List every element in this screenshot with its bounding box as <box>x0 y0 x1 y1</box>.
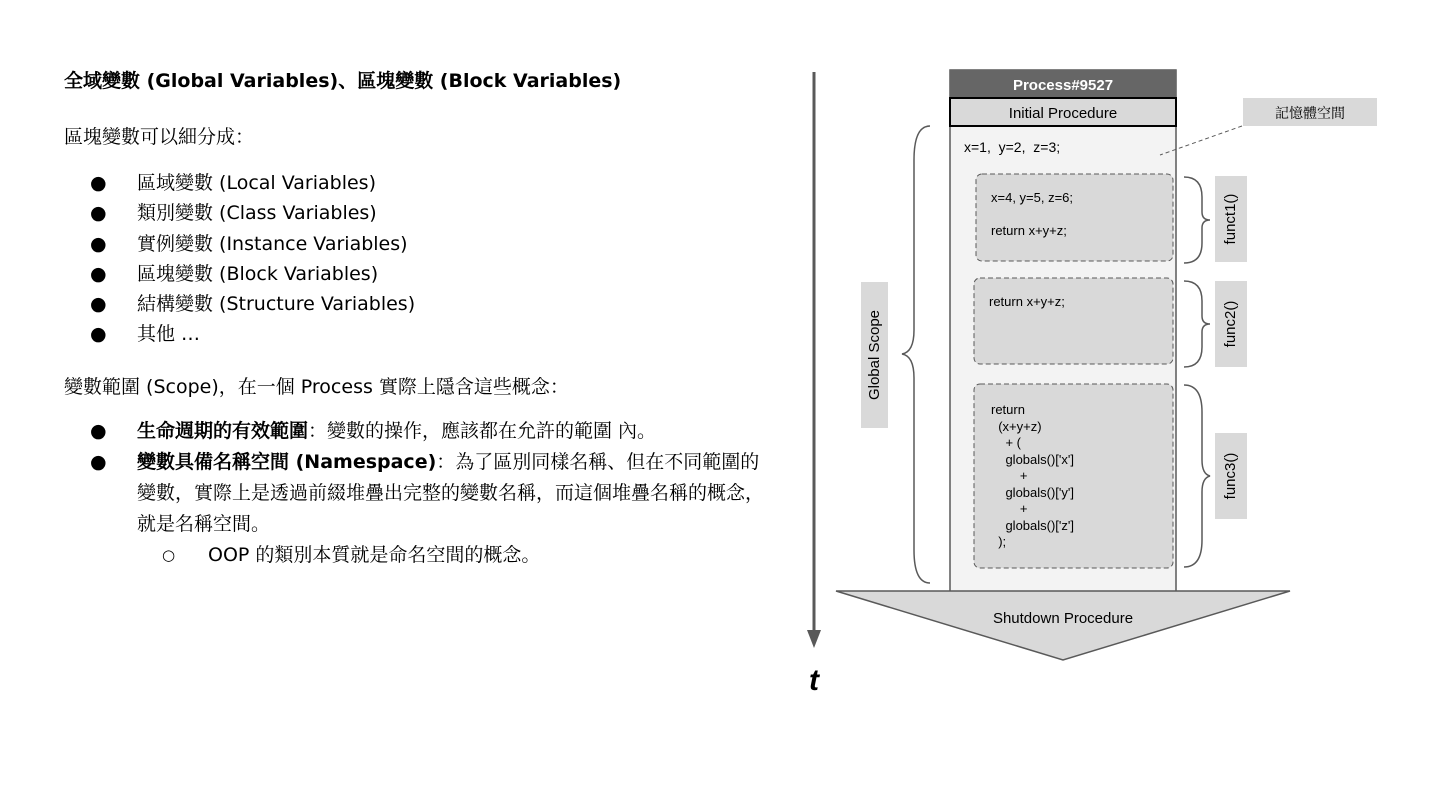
func3-code-line: ); <box>991 534 1007 549</box>
func3-code-line: globals()['z'] <box>991 518 1074 533</box>
func3-code-line: + <box>991 468 1028 483</box>
scope-intro-text: 變數範圍 (Scope)，在一個 Process 實際上隱含這些概念： <box>64 375 569 398</box>
list-item: ● 結構變數 (Structure Variables) <box>90 293 416 316</box>
sub-list-item: ○ OOP 的類別本質就是命名空間的概念。 <box>162 543 541 566</box>
text-panel <box>64 64 764 571</box>
func1-code-line: x=4, y=5, z=6; <box>991 190 1074 205</box>
func1-brace <box>1184 177 1210 263</box>
globals-code: x=1, y=2, z=3; <box>964 139 1061 155</box>
time-label: t <box>809 664 819 697</box>
func3-label: func3() <box>1221 452 1239 500</box>
func1-label: funct1() <box>1221 193 1239 245</box>
func2-brace <box>1184 281 1210 367</box>
func3-code-line: globals()['x'] <box>991 452 1074 467</box>
func2-label: func2() <box>1221 300 1239 348</box>
list-item: ● 區塊變數 (Block Variables) <box>90 262 379 285</box>
time-arrow-head <box>807 630 821 648</box>
memory-label: 記憶體空間 <box>1275 105 1345 121</box>
func3-code-line: return <box>991 402 1025 417</box>
process-diagram <box>790 60 1390 710</box>
list-item: ● 實例變數 (Instance Variables) <box>90 232 408 255</box>
list-item: ● 生命週期的有效範圍：變數的操作，應該都在允許的範圍 內。 <box>90 419 657 442</box>
func3-code-line: globals()['y'] <box>991 485 1074 500</box>
list-item: ● 變數具備名稱空間 (Namespace)：為了區別同樣名稱、但在不同範圍的變數，實際上是透過前綴堆疊出完整的變數名稱，而這個堆疊名稱的概念，就是名稱空間。 ○ OOP 的類別本質就是命名空間的概念。 <box>64 447 764 571</box>
list-item: ● 其他 … <box>90 323 201 346</box>
func3-code-line: (x+y+z) <box>991 419 1042 434</box>
global-scope-label: Global Scope <box>865 309 883 401</box>
page-title: 全域變數 (Global Variables)、區塊變數 (Block Variables) <box>64 70 622 92</box>
func3-code-line: + ( <box>991 435 1021 450</box>
process-label: Process#9527 <box>1012 77 1114 94</box>
func1-code-line: return x+y+z; <box>991 223 1067 238</box>
list-item: ● 類別變數 (Class Variables) <box>90 202 377 225</box>
intro-text: 區塊變數可以細分成： <box>64 126 255 148</box>
func2-block <box>974 278 1173 364</box>
concept-list <box>64 416 764 571</box>
block-type-list <box>64 168 764 350</box>
func1-block <box>976 174 1173 261</box>
shutdown-label: Shutdown Procedure <box>992 610 1134 627</box>
func3-code-line: + <box>991 501 1028 516</box>
func2-code-line: return x+y+z; <box>989 294 1065 309</box>
global-scope-brace <box>902 126 930 583</box>
initial-procedure-label: Initial Procedure <box>1008 105 1118 122</box>
list-item: ● 區域變數 (Local Variables) <box>90 172 376 194</box>
func3-brace <box>1184 385 1210 567</box>
